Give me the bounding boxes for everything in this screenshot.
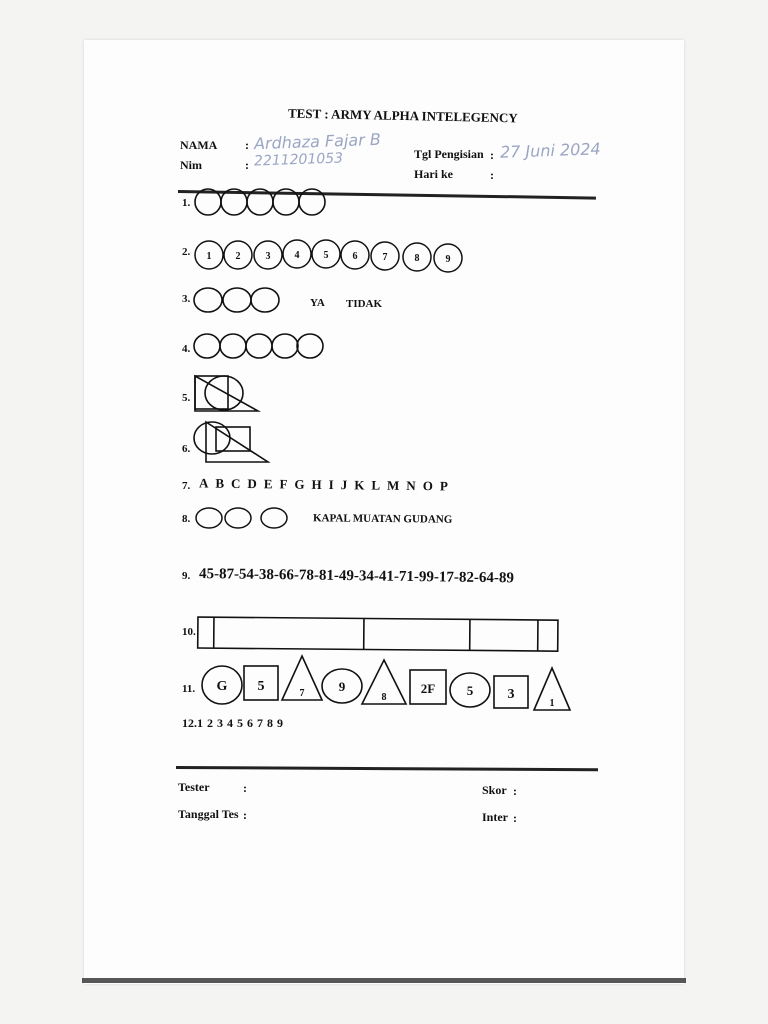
- q10-bar: [198, 617, 558, 651]
- q8-number: 8.: [182, 513, 191, 525]
- q6-number: 6.: [182, 443, 191, 455]
- q11-label: 5: [257, 679, 265, 694]
- q1-circle: [273, 189, 299, 215]
- nim-label: Nim: [180, 158, 202, 172]
- q4-circles: [192, 330, 328, 362]
- q11-label: 1: [549, 698, 555, 709]
- q7-letter: I: [328, 477, 334, 493]
- q2-label: 4: [294, 250, 300, 261]
- q11-label: 8: [381, 692, 387, 703]
- q7-letter: B: [215, 475, 225, 491]
- hari-ke-label: Hari ke: [414, 167, 453, 181]
- q7-letter: L: [371, 477, 381, 493]
- hari-colon: :: [490, 168, 494, 182]
- q5-number: 5.: [182, 392, 191, 404]
- q1-circle: [247, 189, 273, 215]
- q8-circles: [194, 506, 292, 532]
- nama-colon: :: [245, 138, 249, 152]
- q12-row: [182, 716, 287, 731]
- q12-digit: 5: [237, 716, 243, 730]
- q11-shapes: [198, 652, 574, 714]
- q12-digit: 4: [227, 716, 233, 730]
- q2-label: 1: [206, 251, 212, 262]
- tester-label: Tester: [178, 780, 210, 794]
- q2-label: 8: [414, 253, 420, 264]
- tanggal-tes-label: Tanggal Tes: [178, 807, 239, 821]
- nim-value: 2211201053: [253, 150, 344, 170]
- q2-label: 7: [382, 252, 388, 263]
- q1-circle: [195, 189, 221, 215]
- q2-label: 5: [323, 250, 329, 261]
- skor-label: Skor: [482, 783, 507, 797]
- q2-label: 3: [265, 251, 271, 262]
- skor-colon: :: [513, 784, 517, 798]
- q7-letter: F: [279, 476, 288, 492]
- paper-sheet: [84, 40, 684, 984]
- q3-ya: YA: [310, 297, 325, 309]
- q1-circle: [221, 189, 247, 215]
- q2-label: 9: [445, 254, 451, 265]
- q7-letter: M: [386, 477, 400, 493]
- q1-number: 1.: [182, 197, 191, 209]
- test-title: TEST : ARMY ALPHA INTELEGENCY: [287, 105, 518, 126]
- q12-digit: 3: [217, 716, 223, 730]
- tester-colon: :: [243, 781, 247, 795]
- q12-digit: 8: [267, 716, 273, 730]
- q11-label: 3: [507, 687, 515, 702]
- q7-letter: C: [230, 475, 241, 491]
- q12-digit: 9: [277, 716, 283, 730]
- q10-number: 10.: [182, 626, 196, 638]
- q3-number: 3.: [182, 293, 191, 305]
- tgl-pengisian-label: Tgl Pengisian: [414, 147, 484, 161]
- q5-figure: [192, 372, 262, 416]
- q7-letter: A: [198, 475, 209, 491]
- inter-colon: :: [513, 811, 517, 825]
- q7-letter: J: [340, 477, 348, 493]
- q11-label: 7: [299, 688, 305, 699]
- tgl-colon: :: [490, 148, 494, 162]
- q7-letter: G: [294, 476, 305, 492]
- q7-letter: H: [311, 476, 322, 492]
- q12-digit: 6: [247, 716, 253, 730]
- inter-label: Inter: [482, 810, 508, 824]
- q7-letter: N: [406, 477, 416, 494]
- q3-circles: [192, 284, 284, 316]
- nim-colon: :: [245, 158, 249, 172]
- tgl-pengisian-value: 27 Juni 2024: [499, 139, 602, 162]
- q8-words: KAPAL MUATAN GUDANG: [312, 512, 453, 526]
- q6-figure: [192, 418, 272, 466]
- scan-bottom-edge: [82, 978, 686, 983]
- q7-number: 7.: [182, 480, 191, 492]
- q7-letter: O: [422, 478, 433, 494]
- q10-boxes: [196, 613, 562, 653]
- q3-tidak: TIDAK: [346, 298, 383, 310]
- tanggal-colon: :: [243, 808, 247, 822]
- q12-number: 12.: [182, 716, 197, 730]
- q11-label: 9: [338, 679, 346, 694]
- q12-digit: 1: [197, 716, 203, 730]
- q4-number: 4.: [182, 343, 191, 355]
- nama-value: Ardhaza Fajar B: [253, 129, 382, 154]
- q2-number: 2.: [182, 246, 191, 258]
- q2-label: 6: [352, 251, 358, 262]
- q7-letter: K: [354, 477, 365, 493]
- q7-letter: E: [263, 476, 273, 492]
- q2-label: 2: [235, 251, 241, 262]
- q11-label: 2F: [420, 681, 436, 696]
- q12-digit: 2: [207, 716, 213, 730]
- q2-circles: [192, 234, 472, 280]
- q11-number: 11.: [182, 683, 196, 695]
- nama-label: NAMA: [180, 138, 218, 152]
- q12-digit: 7: [257, 716, 263, 730]
- q9-sequence: 45-87-54-38-66-78-81-49-34-41-71-99-17-82-64-89: [198, 566, 515, 587]
- q11-label: 5: [466, 683, 474, 698]
- q9-number: 9.: [182, 570, 191, 582]
- q7-letter: D: [247, 476, 257, 492]
- q7-letter: P: [439, 478, 448, 494]
- q7-letters: [199, 475, 455, 494]
- q1-circles: [192, 186, 332, 220]
- q1-circle: [299, 189, 325, 215]
- q11-label: G: [216, 679, 228, 694]
